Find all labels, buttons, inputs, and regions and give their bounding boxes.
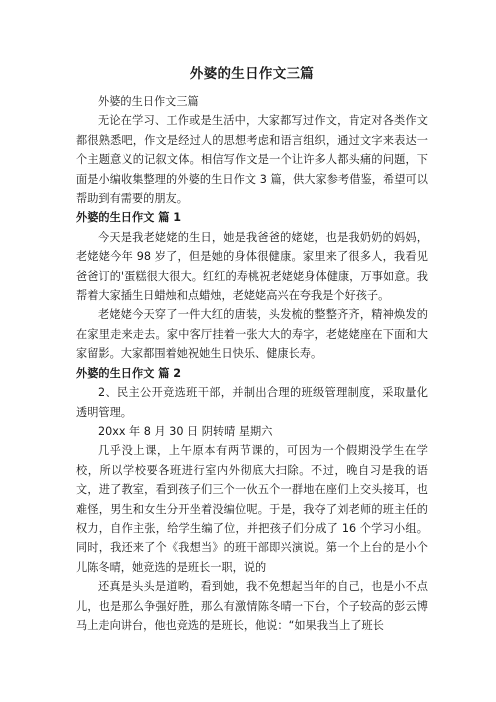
section-heading-2: 外婆的生日作文 篇 2 (76, 366, 182, 380)
document-title: 外婆的生日作文三篇 (189, 66, 315, 82)
document-page (76, 0, 428, 635)
section-2-paragraph-3: 几乎没上课，上午原本有两节课的，可因为一个假期没学生在学校，所以学校要各班进行室内外彻底大扫除。不过，晚自习是我的语文，进了教室，看到孩子们三个一伙五个一群地在座们上交头接耳，也难怪，男生和女生分开坐着没编位呢。于是，我夺了刘老师的班主任的权力，自作主张，给学生编了位，并把孩子们分成了 16 个学习小组。同时，我还来了个《我想当》的班干部即兴演说。第一个上台的是小个儿陈冬晴，她竞选的是班长一职，说的 (76, 444, 428, 574)
document-body (76, 92, 428, 635)
section-2-date-line: 20xx 年 8 月 30 日 阴转晴 星期六 (98, 424, 273, 438)
section-1-paragraph-2: 老姥姥今天穿了一件大红的唐装，头发梳的整整齐齐，精神焕发的在家里走来走去。家中客厅挂着一张大大的寿字，老姥姥座在下面和大家留影。大家都围着她祝她生日快乐、健康长寿。 (76, 308, 428, 361)
section-heading-1: 外婆的生日作文 篇 1 (76, 211, 182, 225)
intro-subtitle: 外婆的生日作文三篇 (98, 95, 199, 108)
section-2-paragraph-4: 还真是头头是道哟，看到她，我不免想起当年的自己，也是小不点儿，也是那么争强好胜，那么有激情陈冬晴一下台，个子较高的彭云博马上走向讲台，他也竞选的是班长，他说：“如果我当上了班长 (76, 580, 428, 632)
intro-paragraph: 无论在学习、工作或是生活中，大家都写过作文，肯定对各类作文都很熟悉吧，作文是经过人的思想考虑和语言组织，通过文字来表达一个主题意义的记叙文体。相信写作文是一个让许多人都头痛的问题，下面是小编收集整理的外婆的生日作文 3 篇，供大家参考借鉴，希望可以帮助到有需要的朋友。 (76, 114, 428, 206)
section-2-paragraph-1: 2、民主公开竞选班干部，并制出合理的班级管理制度，采取量化透明管理。 (76, 386, 428, 419)
section-1-paragraph-1: 今天是我老姥姥的生日，她是我爸爸的姥姥，也是我奶奶的妈妈，老姥姥今年 98 岁了，但是她的身体很健康。家里来了很多人，我看见爸爸订的'蛋糕很大很大。红红的寿桃祝老姥姥身体健康，万事如意。我帮着大家插生日蜡烛和点蜡烛，老姥姥高兴在夸我是个好孩子。 (76, 230, 428, 303)
